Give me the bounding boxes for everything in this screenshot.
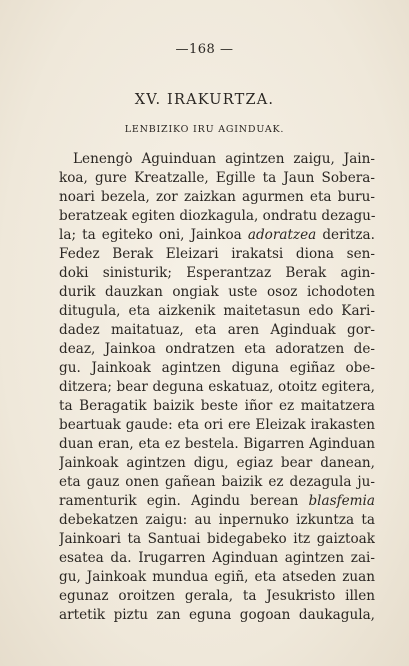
text-line: egunaz oroitzen gerala, ta Jesukristo illen [59, 588, 375, 604]
text-line: koa, gure Kreatzalle, Egille ta Jaun Sobera- [59, 170, 375, 186]
text-line: ramenturik egin. Agindu berean blasfemia [59, 493, 375, 509]
text-line: beartuak gaude: eta ori ere Eleizak irakasten [59, 417, 375, 433]
chapter-title: XV. IRAKURTZA. [134, 92, 275, 108]
emphasized-word: blasfemia [308, 493, 375, 509]
emphasized-word: adoratzea [247, 227, 317, 243]
text-line: Jainkoak agintzen digu, egiaz bear danean, [59, 455, 375, 471]
page-number: —168 — [175, 42, 234, 57]
body-text [59, 150, 375, 625]
text-line: debekatzen zaigu: au inpernuko izkuntza ta [59, 512, 375, 528]
text-line: Fedez Berak Eleizari irakatsi diona sen- [59, 246, 375, 262]
text-line: eta gauz onen gañean baizik ez dezagula ju- [59, 474, 375, 490]
text-line: dadez maitatuaz, eta aren Aginduak gor- [59, 322, 375, 338]
section-title: LENBIZIKO IRU AGINDUAK. [124, 124, 285, 135]
text-line: durik dauzkan ongiak uste osoz ichodoten [59, 284, 375, 300]
text-line: doki sinisturik; Esperantzaz Berak agin- [59, 265, 375, 281]
text-line: ditugula, eta aizkenik maitetasun edo Kari- [59, 303, 375, 319]
text-line: beratzeak egiten diozkagula, ondratu dezagu- [59, 208, 375, 224]
text-line: esatea da. Irugarren Aginduan agintzen zai- [59, 550, 375, 566]
text-line: Jainkoari ta Santuai bidegabeko itz gaiztoak [59, 531, 375, 547]
text-line: ditzera; bear deguna eskatuaz, otoitz egitera, [59, 379, 375, 395]
text-line: artetik piztu zan eguna gogoan daukagula, [59, 607, 375, 623]
text-line: ta Beragatik baizik beste iñor ez maitatzera [59, 398, 375, 414]
text-line: la; ta egiteko oni, Jainkoa adoratzea deritza. [59, 227, 375, 243]
text-line: duan eran, eta ez bestela. Bigarren Aginduan [59, 436, 375, 452]
text-line: Lenengo Aguinduan agintzen zaigu, Jain- [73, 151, 375, 167]
text-line: gu, Jainkoak mundua egiñ, eta atseden zuan [59, 569, 375, 585]
text-line: gu. Jainkoak agintzen diguna egiñaz obe- [59, 360, 375, 376]
text-line: noari bezela, zor zaizkan agurmen eta buru- [59, 189, 375, 205]
text-line: deaz, Jainkoa ondratzen eta adoratzen de- [59, 341, 375, 357]
